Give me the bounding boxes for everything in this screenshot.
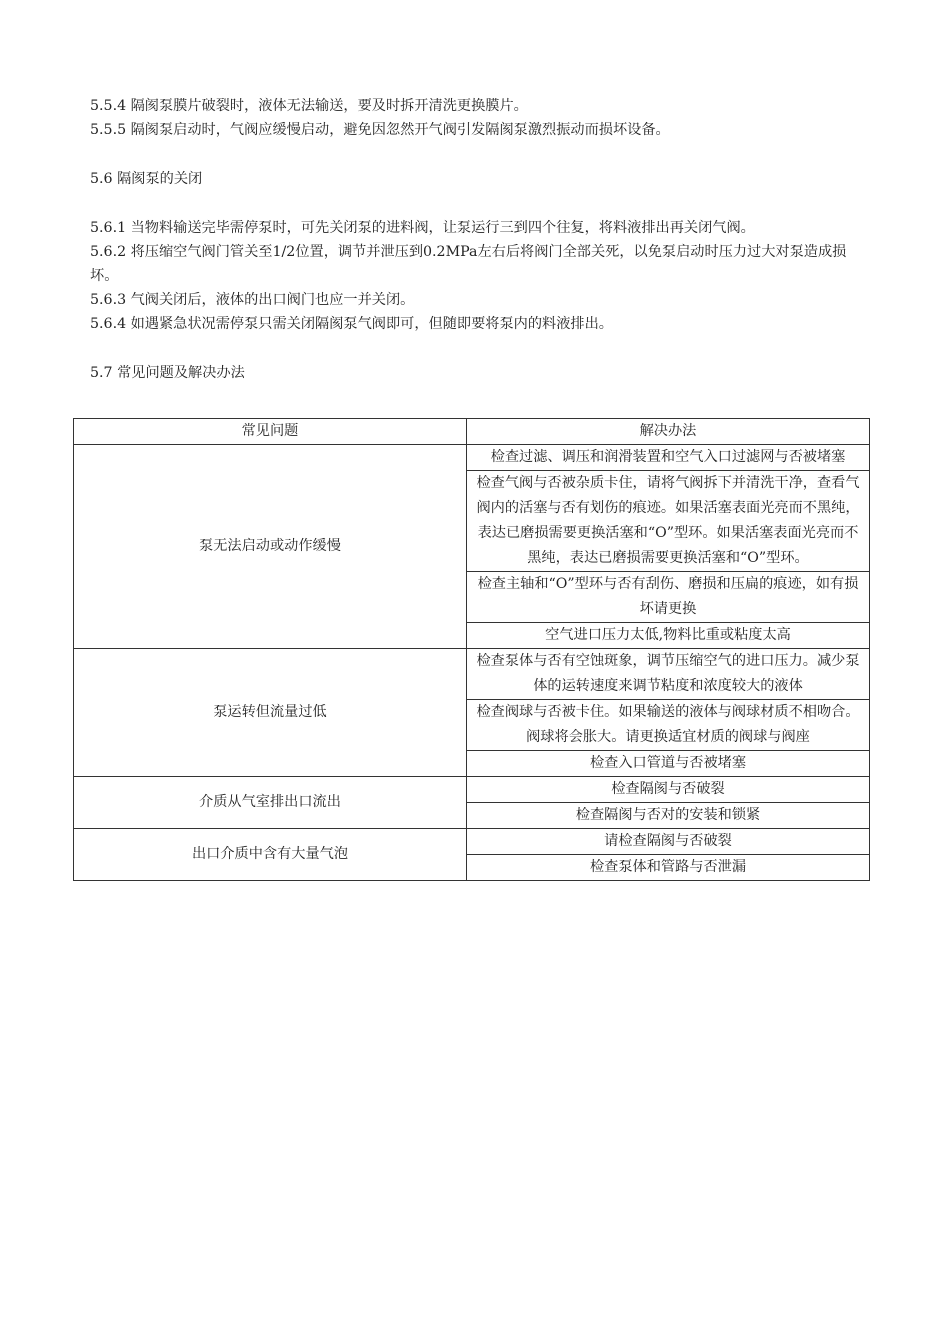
solution-cell: 请检查隔阂与否破裂 bbox=[467, 829, 870, 855]
solution-cell: 检查泵体和管路与否泄漏 bbox=[467, 855, 870, 881]
header-problem: 常见问题 bbox=[74, 419, 467, 445]
solution-cell: 检查气阀与否被杂质卡住，请将气阀拆下并清洗干净，查看气阀内的活塞与否有划伤的痕迹。如果活塞表面光亮而不黑纯，表达已磨损需要更换活塞和“O”型环。如果活塞表面光亮而不黑纯，表达已磨损需要更换活塞和“O”型环。 bbox=[467, 471, 870, 572]
table-header-row bbox=[74, 419, 870, 445]
problem-cell: 泵无法启动或动作缓慢 bbox=[74, 445, 467, 649]
problem-cell: 泵运转但流量过低 bbox=[74, 649, 467, 777]
header-solution: 解决办法 bbox=[467, 419, 870, 445]
problem-cell: 介质从气室排出口流出 bbox=[74, 777, 467, 829]
solution-cell: 检查隔阂与否破裂 bbox=[467, 777, 870, 803]
paragraph-5-6-1: 5.6.1 当物料输送完毕需停泵时，可先关闭泵的进料阀，让泵运行三到四个往复，将料液排出再关闭气阀。 bbox=[90, 220, 755, 236]
solution-cell: 空气进口压力太低,物料比重或粘度太高 bbox=[467, 623, 870, 649]
solution-cell: 检查过滤、调压和润滑装置和空气入口过滤网与否被堵塞 bbox=[467, 445, 870, 471]
problem-cell: 出口介质中含有大量气泡 bbox=[74, 829, 467, 881]
table-row bbox=[74, 445, 870, 471]
heading-5-6: 5.6 隔阂泵的关闭 bbox=[90, 171, 203, 187]
table-row bbox=[74, 777, 870, 803]
paragraph-5-5-5: 5.5.5 隔阂泵启动时，气阀应缓慢启动，避免因忽然开气阀引发隔阂泵激烈振动而损坏设备。 bbox=[90, 122, 670, 138]
solution-cell: 检查阀球与否被卡住。如果输送的液体与阀球材质不相吻合。阀球将会胀大。请更换适宜材质的阀球与阀座 bbox=[467, 700, 870, 751]
solution-cell: 检查主轴和“O”型环与否有刮伤、磨损和压扁的痕迹，如有损坏请更换 bbox=[467, 572, 870, 623]
paragraph-5-6-3: 5.6.3 气阀关闭后，液体的出口阀门也应一并关闭。 bbox=[90, 292, 415, 308]
table-row bbox=[74, 829, 870, 855]
table-row bbox=[74, 649, 870, 700]
faq-table bbox=[73, 418, 870, 881]
heading-5-7: 5.7 常见问题及解决办法 bbox=[90, 365, 245, 381]
document-body bbox=[90, 94, 870, 385]
paragraph-5-5-4: 5.5.4 隔阂泵膜片破裂时，液体无法输送，要及时拆开清洗更换膜片。 bbox=[90, 98, 528, 114]
solution-cell: 检查泵体与否有空蚀斑象，调节压缩空气的进口压力。减少泵体的运转速度来调节粘度和浓度较大的液体 bbox=[467, 649, 870, 700]
paragraph-5-6-4: 5.6.4 如遇紧急状况需停泵只需关闭隔阂泵气阀即可，但随即要将泵内的料液排出。 bbox=[90, 316, 613, 332]
paragraph-5-6-2: 5.6.2 将压缩空气阀门管关至1/2位置，调节并泄压到0.2MPa左右后将阀门全部关死，以免泵启动时压力过大对泵造成损坏。 bbox=[90, 244, 847, 284]
solution-cell: 检查隔阂与否对的安装和锁紧 bbox=[467, 803, 870, 829]
solution-cell: 检查入口管道与否被堵塞 bbox=[467, 751, 870, 777]
